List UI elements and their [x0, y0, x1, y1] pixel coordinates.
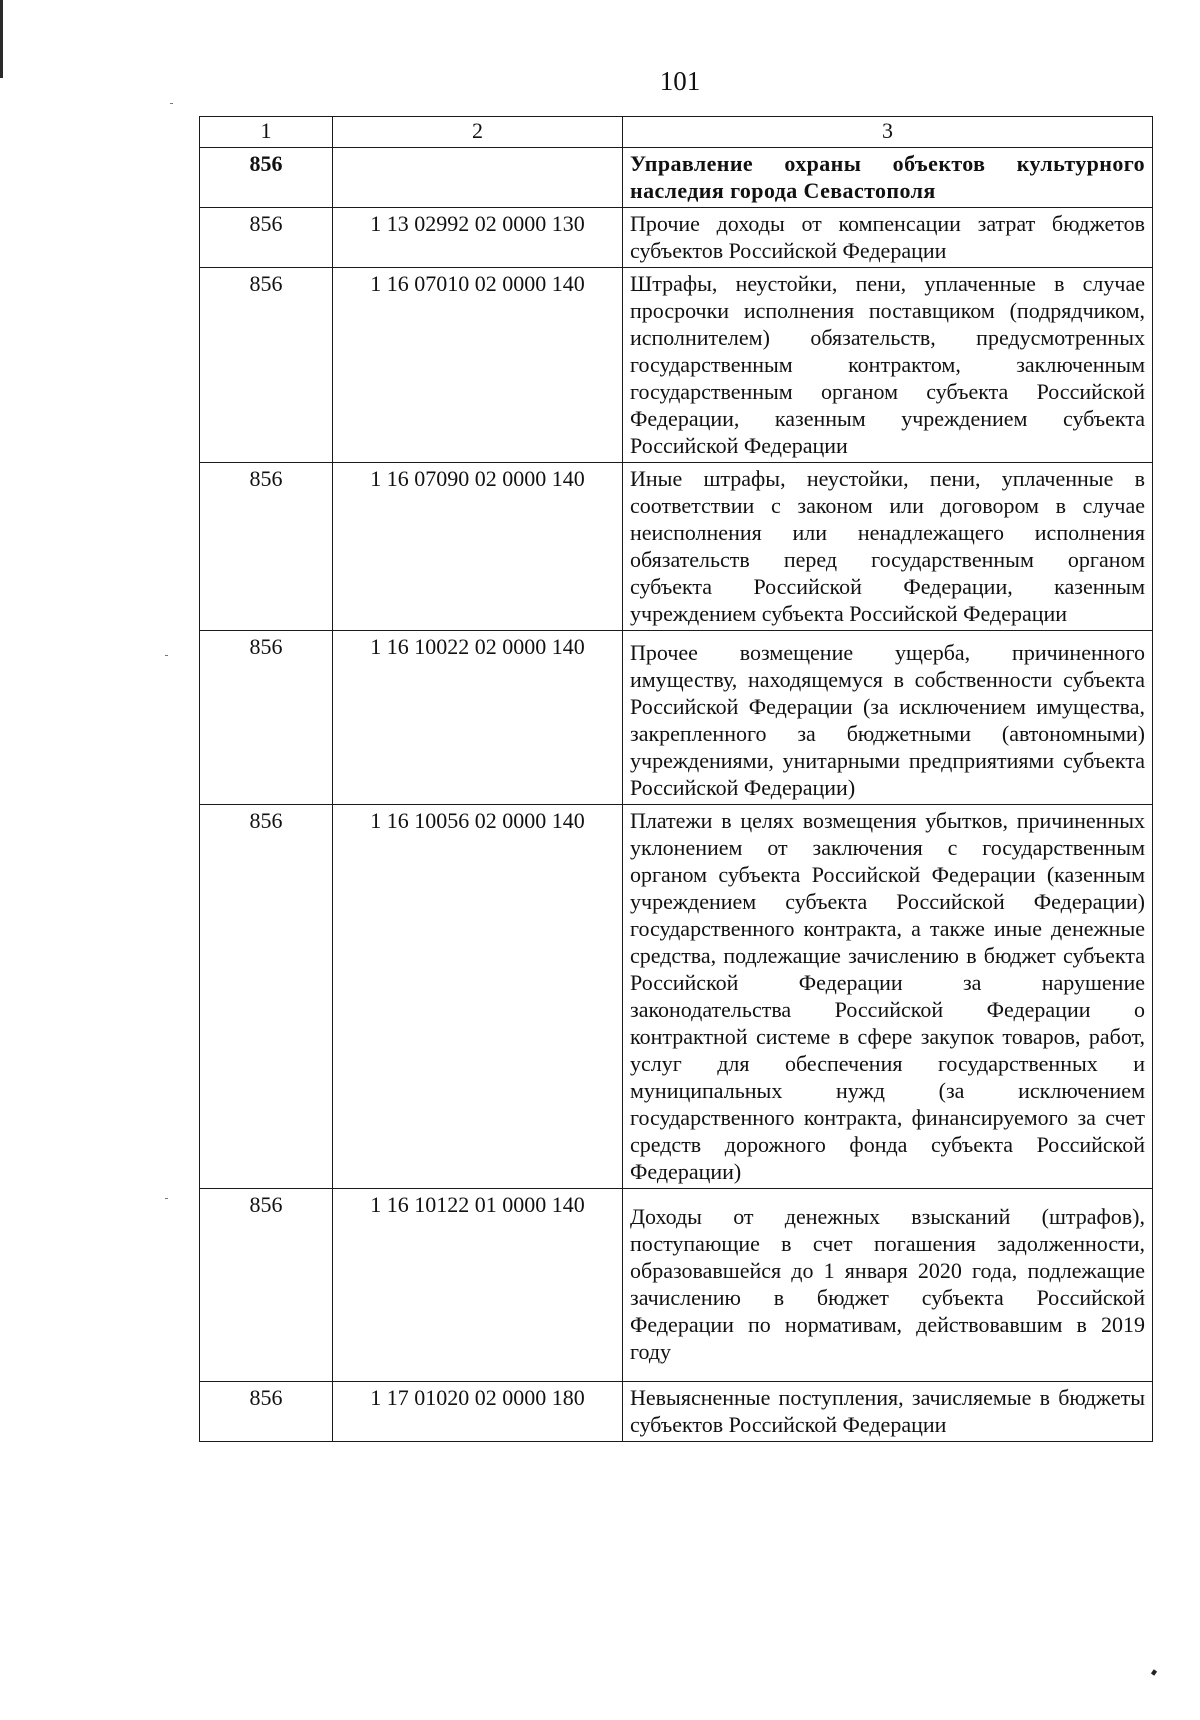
table-row [200, 208, 1153, 268]
kbk-code: 1 13 02992 02 0000 130 [333, 208, 623, 268]
page-number: 101 [659, 66, 701, 96]
kbk-code: 1 16 10056 02 0000 140 [333, 805, 623, 1189]
kbk-code: 1 16 07090 02 0000 140 [333, 463, 623, 631]
revenue-name: Доходы от денежных взысканий (штрафов), поступающие в счет погашения задолженности, образовавшейся до 1 января 2020 года, подлежащие зачислению в бюджет субъекта Российской Федерации по нормативам, действовавшим в 2019 году [623, 1189, 1153, 1382]
header-col-2: 2 [333, 117, 623, 148]
kbk-code: 1 16 07010 02 0000 140 [333, 268, 623, 463]
scan-speck [1151, 1669, 1157, 1675]
scan-speck [165, 1198, 168, 1199]
kbk-code: 1 16 10022 02 0000 140 [333, 631, 623, 805]
revenue-name: Штрафы, неустойки, пени, уплаченные в случае просрочки исполнения поставщиком (подрядчиком, исполнителем) обязательств, предусмотренных государственным контрактом, заключенным государственным органом субъекта Российской Федерации, казенным учреждением субъекта Российской Федерации [623, 268, 1153, 463]
table-row [200, 1382, 1153, 1442]
scan-speck [170, 103, 173, 104]
revenue-codes-table [199, 116, 1153, 1442]
table-row [200, 463, 1153, 631]
header-col-3: 3 [623, 117, 1153, 148]
revenue-name: Иные штрафы, неустойки, пени, уплаченные в соответствии с законом или договором в случае неисполнения или ненадлежащего исполнения обязательств перед государственным органом субъекта Российской Федерации, казенным учреждением субъекта Российской Федерации [623, 463, 1153, 631]
revenue-name: Прочее возмещение ущерба, причиненного имуществу, находящемуся в собственности субъекта Российской Федерации (за исключением имущества, закрепленного за бюджетными (автономными) учреждениями, унитарными предприятиями субъекта Российской Федерации) [623, 631, 1153, 805]
revenue-name: Прочие доходы от компенсации затрат бюджетов субъектов Российской Федерации [623, 208, 1153, 268]
kbk-code: 1 17 01020 02 0000 180 [333, 1382, 623, 1442]
table-row [200, 1189, 1153, 1382]
table-row [200, 268, 1153, 463]
administrator-code: 856 [200, 208, 333, 268]
administrator-code: 856 [200, 148, 333, 208]
administrator-code: 856 [200, 268, 333, 463]
administrator-code: 856 [200, 631, 333, 805]
administrator-name: Управление охраны объектов культурного наследия города Севастополя [623, 148, 1153, 208]
scan-speck [165, 655, 168, 656]
header-col-1: 1 [200, 117, 333, 148]
table-row [200, 631, 1153, 805]
administrator-code: 856 [200, 1382, 333, 1442]
administrator-code: 856 [200, 1189, 333, 1382]
section-row [200, 148, 1153, 208]
table-header-row [200, 117, 1153, 148]
administrator-code: 856 [200, 805, 333, 1189]
revenue-name: Платежи в целях возмещения убытков, причиненных уклонением от заключения с государственным органом субъекта Российской Федерации (казенным учреждением субъекта Российской Федерации) государственного контракта, а также иные денежные средства, подлежащие зачислению в бюджет субъекта Российской Федерации за нарушение законодательства Российской Федерации о контрактной системе в сфере закупок товаров, работ, услуг для обеспечения государственных и муниципальных нужд (за исключением государственного контракта, финансируемого за счет средств дорожного фонда субъекта Российской Федерации) [623, 805, 1153, 1189]
kbk-code [333, 148, 623, 208]
revenue-name: Невыясненные поступления, зачисляемые в бюджеты субъектов Российской Федерации [623, 1382, 1153, 1442]
table-row [200, 805, 1153, 1189]
administrator-code: 856 [200, 463, 333, 631]
kbk-code: 1 16 10122 01 0000 140 [333, 1189, 623, 1382]
